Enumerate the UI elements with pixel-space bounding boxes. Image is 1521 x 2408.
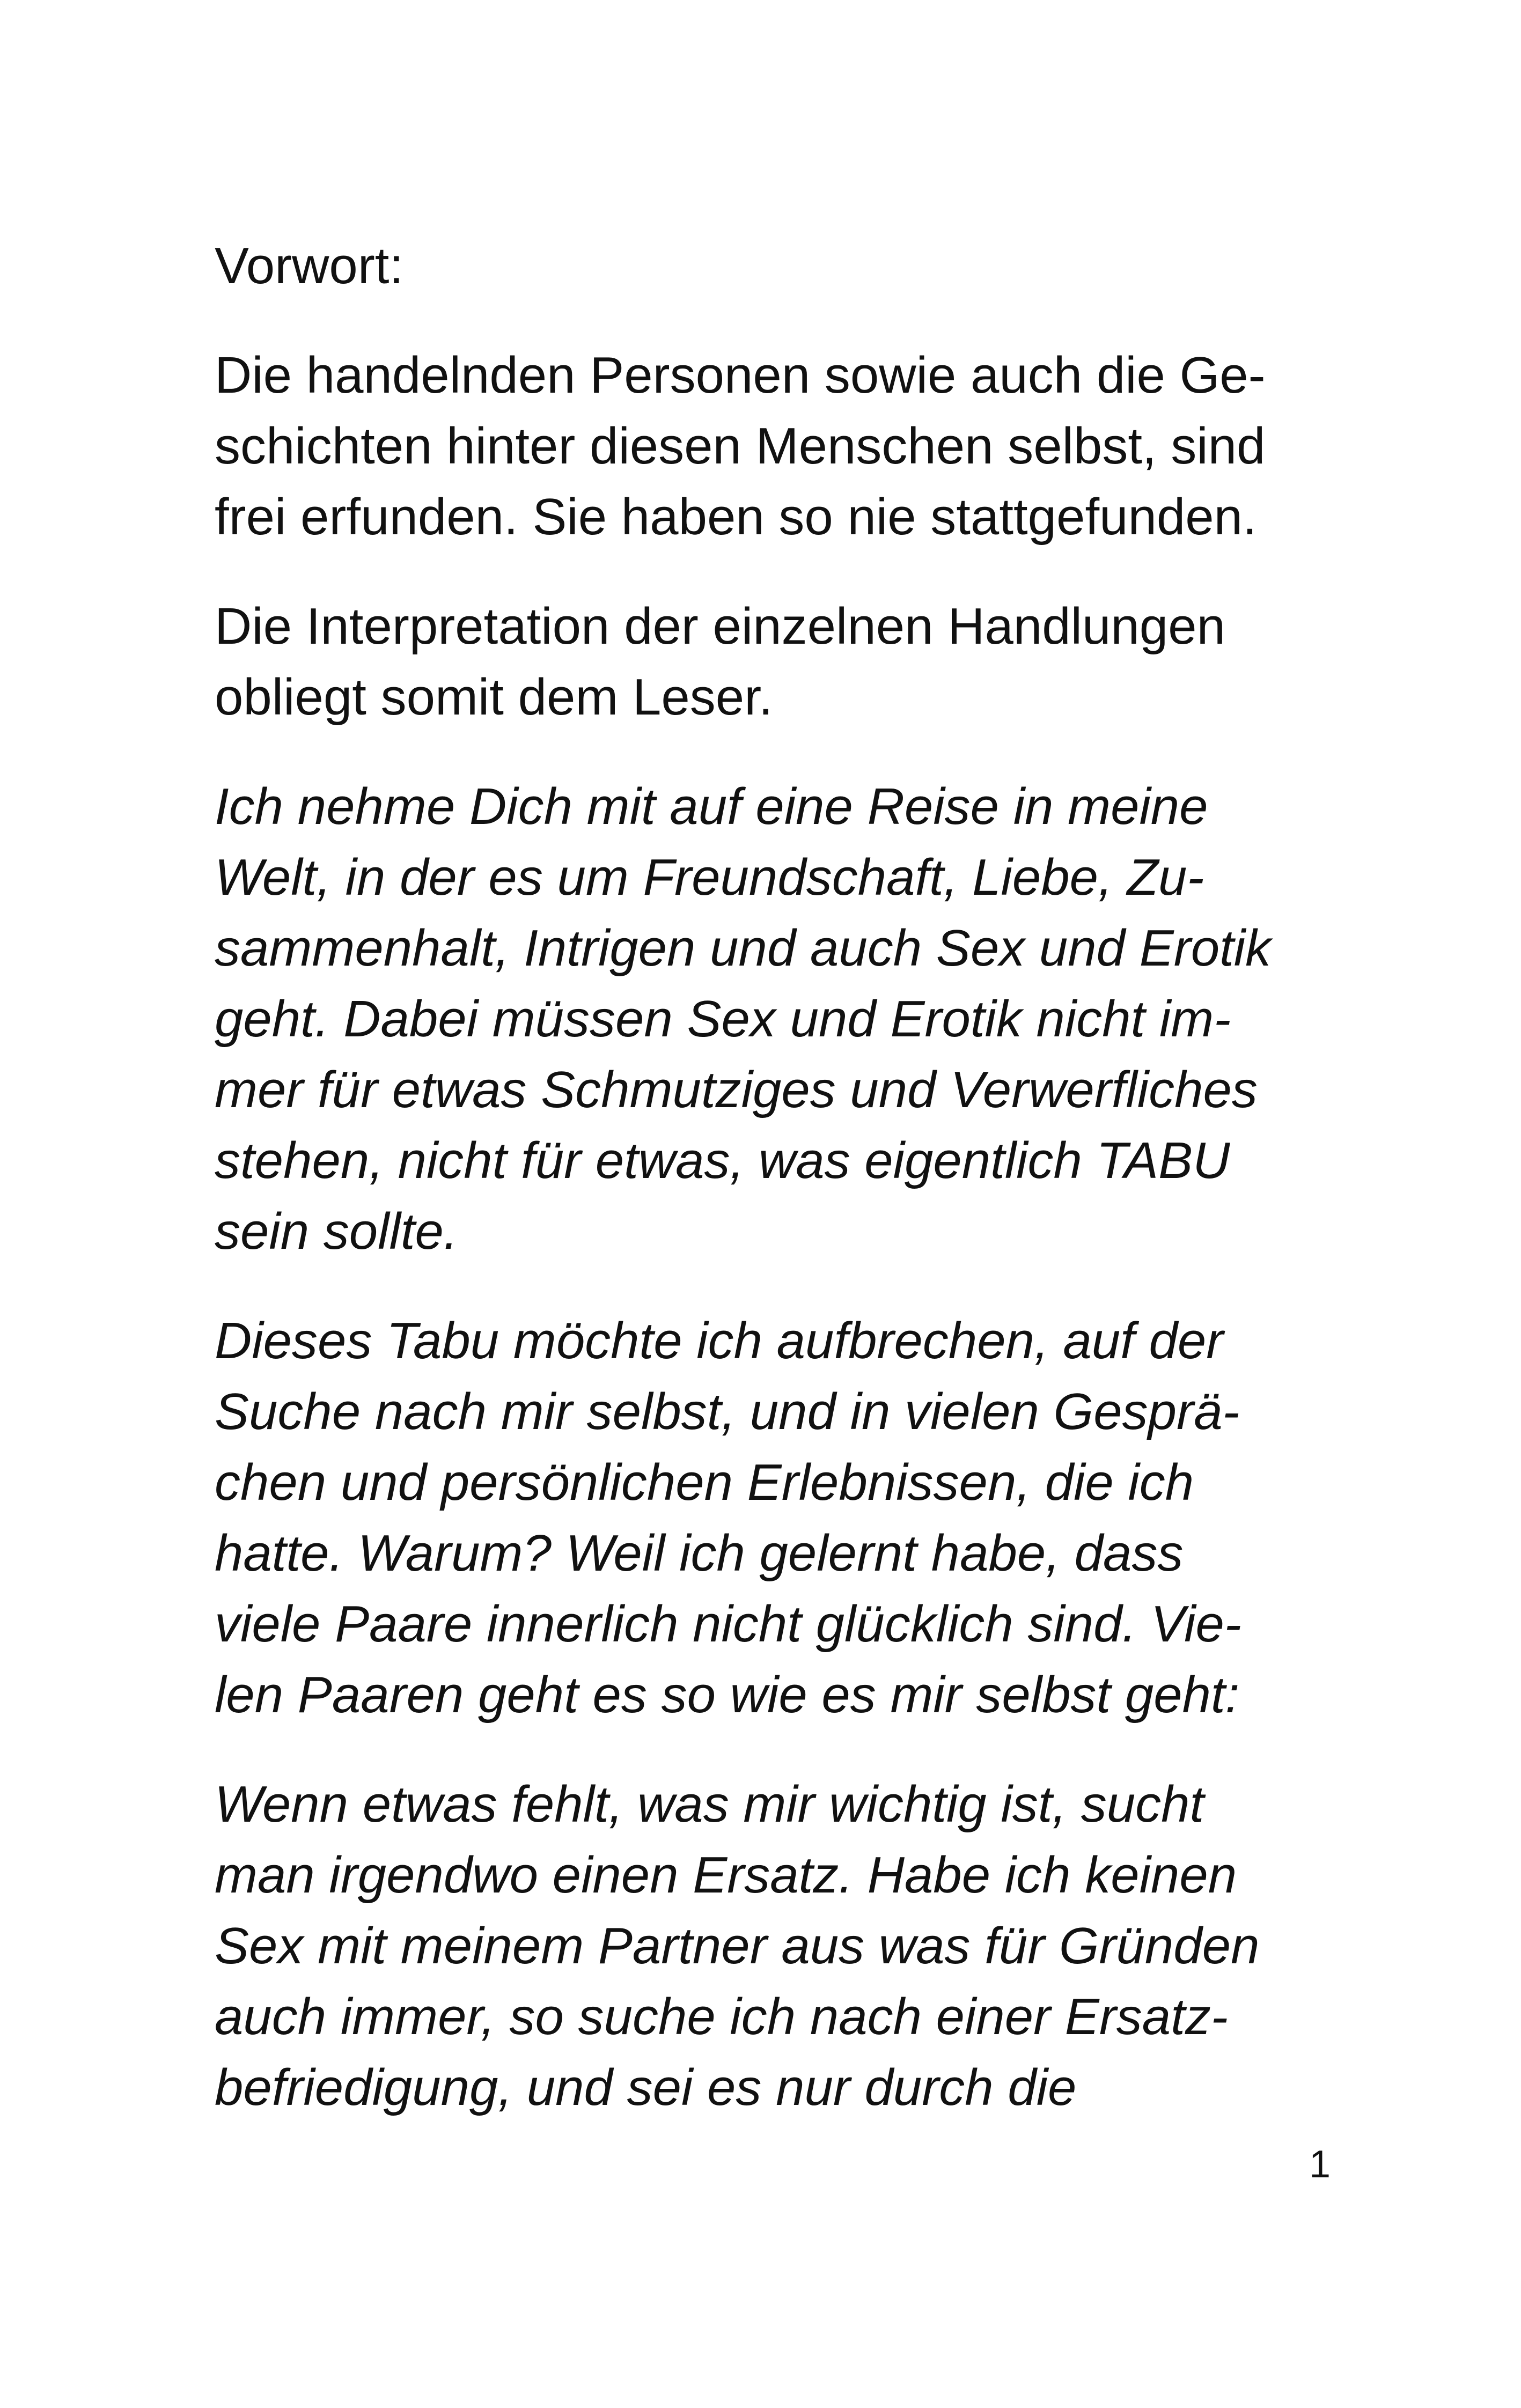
text-line: len Paaren geht es so wie es mir selbst geht: [215,1666,1240,1724]
paragraph-substitute [215,1769,1341,2123]
text-line: Welt, in der es um Freundschaft, Liebe, Zu- [215,849,1204,906]
text-line: frei erfunden. Sie haben so nie stattgefunden. [215,488,1257,546]
text-line: viele Paare innerlich nicht glücklich sind. Vie- [215,1595,1241,1653]
paragraph-interpretation [215,591,1341,733]
text-line: man irgendwo einen Ersatz. Habe ich keinen [215,1846,1237,1904]
paragraph-taboo [215,1306,1341,1730]
text-line: chen und persönlichen Erlebnissen, die ich [215,1454,1194,1511]
text-line: schichten hinter diesen Menschen selbst, sind [215,417,1266,475]
text-line: mer für etwas Schmutziges und Verwerfliches [215,1061,1258,1118]
text-line: geht. Dabei müssen Sex und Erotik nicht im- [215,990,1231,1048]
text-line: Dieses Tabu möchte ich aufbrechen, auf der [215,1312,1224,1369]
text-line: sammenhalt, Intrigen und auch Sex und Erotik [215,919,1272,977]
heading-line: Vorwort: [215,237,404,294]
preface-heading [215,231,1341,301]
text-line: Wenn etwas fehlt, was mir wichtig ist, sucht [215,1776,1204,1833]
text-line: sein sollte. [215,1203,458,1260]
text-line: stehen, nicht für etwas, was eigentlich TABU [215,1132,1230,1189]
text-block [215,231,1341,2162]
text-line: befriedigung, und sei es nur durch die [215,2059,1077,2116]
text-line: obliegt somit dem Leser. [215,668,773,726]
text-line: Sex mit meinem Partner aus was für Gründen [215,1917,1260,1975]
text-line: hatte. Warum? Weil ich gelernt habe, dass [215,1525,1184,1582]
text-line: Suche nach mir selbst, und in vielen Gesprä- [215,1383,1240,1440]
paragraph-disclaimer [215,340,1341,553]
text-line: Ich nehme Dich mit auf eine Reise in meine [215,778,1208,835]
text-line: Die Interpretation der einzelnen Handlungen [215,598,1225,655]
text-line: auch immer, so suche ich nach einer Ersatz- [215,1988,1228,2045]
paragraph-journey [215,771,1341,1267]
text-line: Die handelnden Personen sowie auch die Ge- [215,347,1266,404]
page-number: 1 [1309,2143,1331,2186]
